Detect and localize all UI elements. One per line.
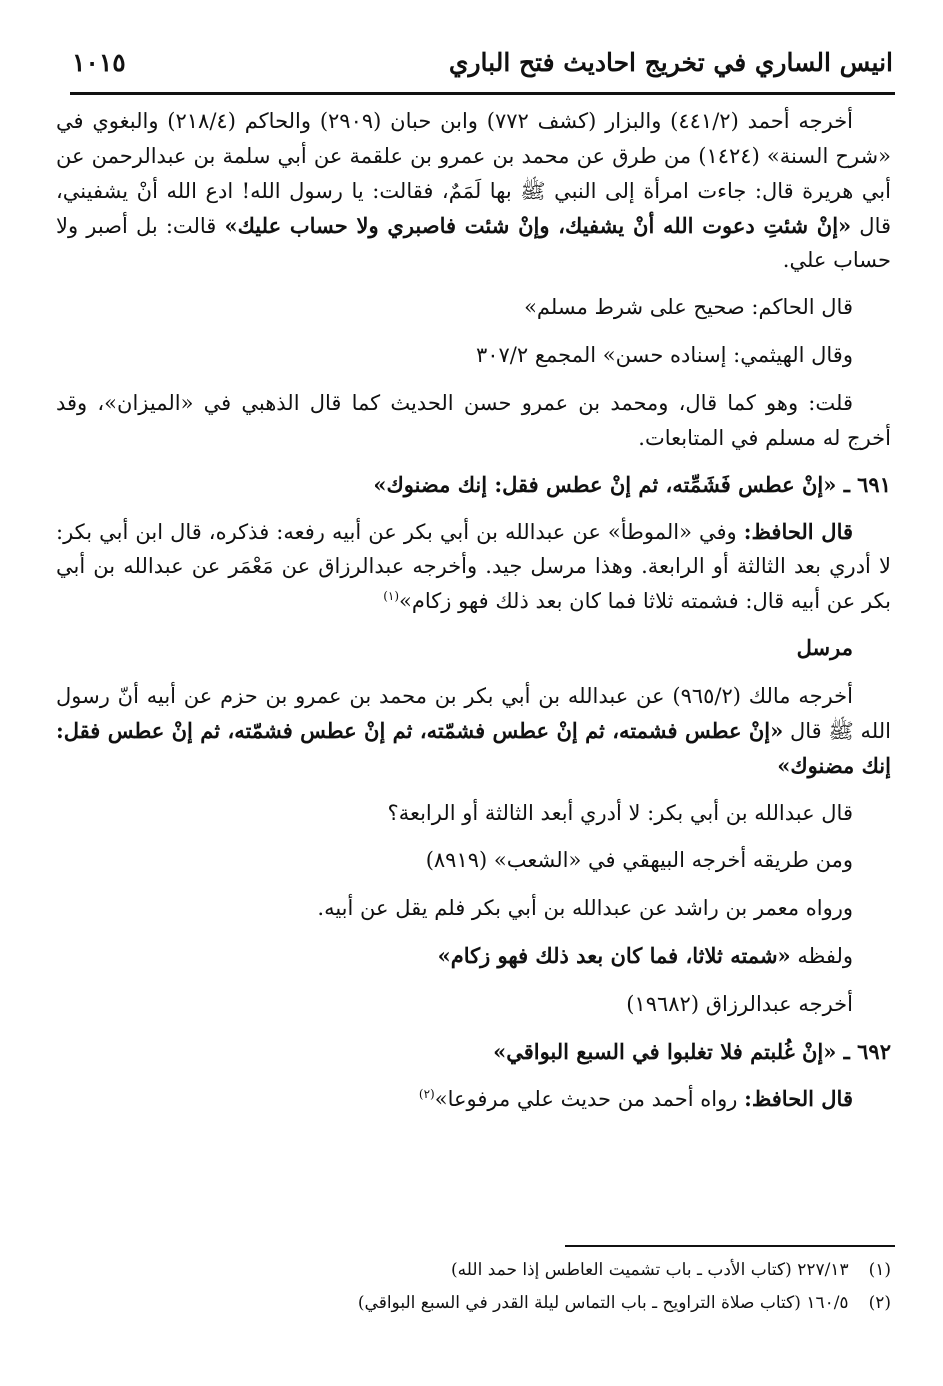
paragraph-abdulrazzaq: أخرجه عبدالرزاق (١٩٦٨٢) xyxy=(626,992,853,1017)
running-header xyxy=(72,40,893,84)
hadith-heading-691: ٦٩١ ـ «إنْ عطس فَشَمِّته، ثم إنْ عطس فقل: إنك مضنوك» xyxy=(373,471,891,497)
running-title: انيس الساري في تخريج احاديث فتح الباري xyxy=(448,47,893,77)
paragraph-hafiz-691: قال الحافظ: وفي «الموطأ» عن عبدالله بن أبي بكر عن أبيه رفعه: فذكره، قال ابن أبي بكر: لا أدري بعد الثالثة أو الرابعة. وهذا مرسل جيد. وأخرجه عبدالرزاق عن مَعْمَر عن عبدالله بن أبي بكر عن أبيه قال: فشمته ثلاثا فما كان بعد ذلك فهو زكام»$^{(١)}$ xyxy=(56,518,891,614)
paragraph-haythami: وقال الهيثمي: إسناده حسن» المجمع ٣٠٧/٢ xyxy=(475,343,853,368)
paragraph-hakim: قال الحاكم: صحيح على شرط مسلم» xyxy=(524,295,853,320)
hadith-quote: «إنْ عطس فشمته، ثم إنْ عطس فشمّته، ثم إنْ عطس فشمّته، ثم إنْ عطس فقل: إنك مضنوك» xyxy=(56,717,891,778)
hadith-quote: «إنْ شئتِ دعوت الله أنْ يشفيك، وإنْ شئت فاصبري ولا حساب عليك» xyxy=(224,212,852,238)
paragraph-comment: قلت: وهو كما قال، ومحمد بن عمرو حسن الحديث كما قال الذهبي في «الميزان»، وقد أخرج له مسلم في المتابعات. xyxy=(56,391,891,450)
hadith-heading-692: ٦٩٢ ـ «إنْ غُلبتم فلا تغلبوا في السبع البواقي» xyxy=(493,1038,891,1064)
paragraph-bayhaqi: ومن طريقه أخرجه البيهقي في «الشعب» (٨٩١٩) xyxy=(425,848,853,873)
page-number: ١٠١٥ xyxy=(72,47,126,77)
header-rule xyxy=(70,92,895,95)
paragraph-ibn-abi-bakr: قال عبدالله بن أبي بكر: لا أدري أبعد الثالثة أو الرابعة؟ xyxy=(387,800,853,825)
footnote-rule xyxy=(565,1245,895,1247)
page-body xyxy=(56,104,891,1130)
footnote-1: (١) ٢٢٧/١٣ (كتاب الأدب ـ باب تشميت العاطس إذا حمد الله) xyxy=(451,1260,891,1280)
paragraph-hafiz-692: قال الحافظ: رواه أحمد من حديث علي مرفوعا»$^{(٢)}$ xyxy=(418,1085,853,1111)
footnote-2: (٢) ١٦٠/٥ (كتاب صلاة التراويح ـ باب التماس ليلة القدر في السبع البواقي) xyxy=(357,1293,891,1314)
footnote-ref-2: (٢) xyxy=(418,1086,435,1101)
paragraph-mamar: ورواه معمر بن راشد عن عبدالله بن أبي بكر فلم يقل عن أبيه. xyxy=(317,896,853,921)
paragraph-takhrij: أخرجه أحمد (٤٤١/٢) والبزار (كشف ٧٧٢) وابن حبان (٢٩٠٩) والحاكم (٢١٨/٤) والبغوي في «شرح السنة» (١٤٢٤) من طرق عن محمد بن عمرو بن علقمة عن أبي سلمة بن عبدالرحمن عن أبي هريرة قال: جاءت امرأة إلى النبي ﷺ بها لَمَمٌ، فقالت: يا رسول الله! ادع الله أنْ يشفيني، قال «إنْ شئتِ دعوت الله أنْ يشفيك، وإنْ شئت فاصبري ولا حساب عليك» قالت: بل أصبر ولا حساب علي. xyxy=(56,109,892,273)
footnote-ref-1: (١) xyxy=(383,589,400,604)
footnotes xyxy=(60,1254,891,1320)
paragraph-lafz: ولفظه «شمته ثلاثا، فما كان بعد ذلك فهو زكام» xyxy=(437,943,853,969)
paragraph-malik: أخرجه مالك (٩٦٥/٢) عن عبدالله بن أبي بكر بن محمد بن عمرو بن حزم عن أبيه أنّ رسول الله ﷺ قال «إنْ عطس فشمته، ثم إنْ عطس فشمّته، ثم إنْ عطس فشمّته، ثم إنْ عطس فقل: إنك مضنوك» xyxy=(56,684,891,778)
ruling-mursal: مرسل xyxy=(796,635,853,661)
